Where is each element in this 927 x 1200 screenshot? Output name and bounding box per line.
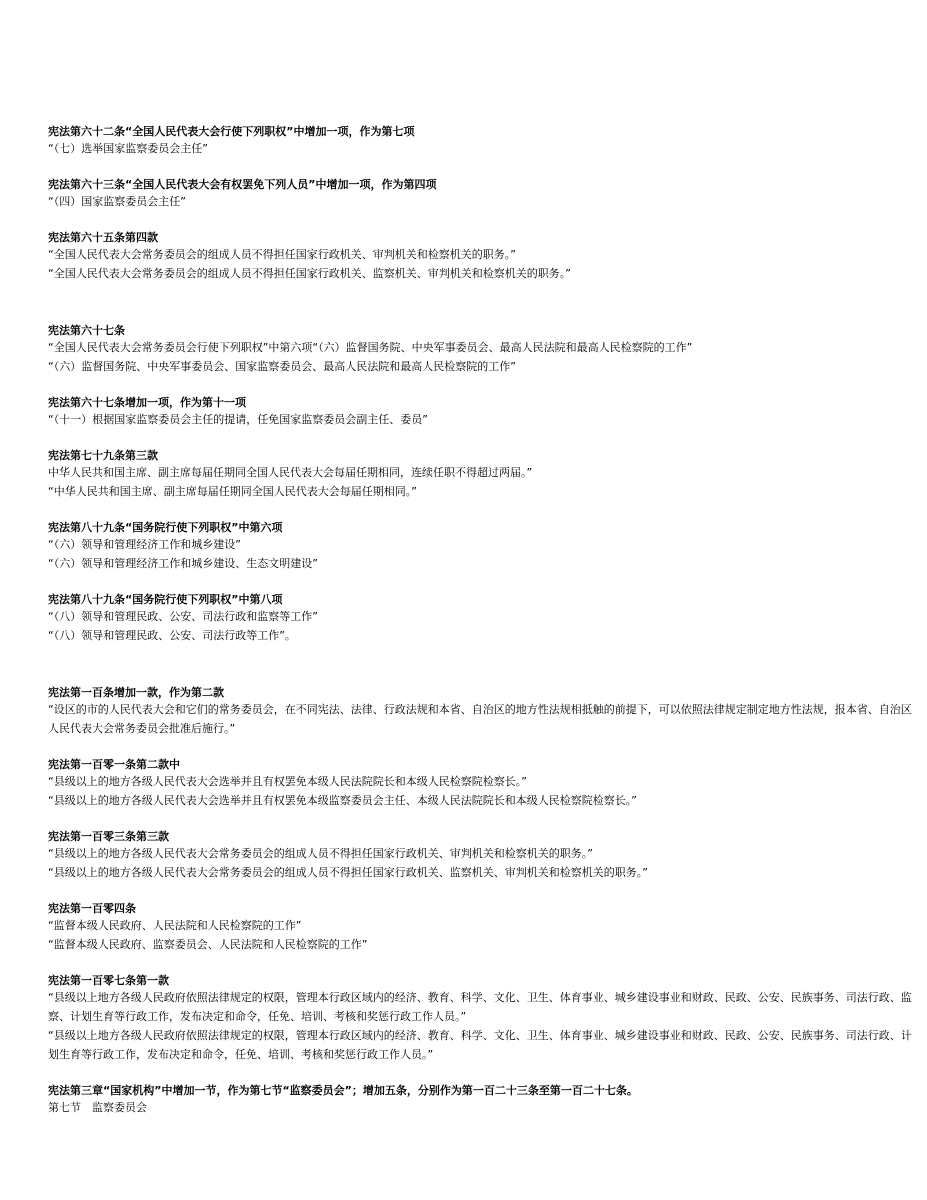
section-line: “监督本级人民政府、人民法院和人民检察院的工作” [48,919,302,932]
section-line: “全国人民代表大会常务委员会的组成人员不得担任国家行政机关、监察机关、审判机关和检察机关的职务。” [48,267,571,280]
amendment-section [48,177,920,211]
section-line: 第七节 监察委员会 [48,1101,147,1114]
section-heading: 宪法第七十九条第三款 [48,449,158,462]
amendment-section [48,323,920,376]
amendment-section [48,757,920,810]
section-line: “设区的市的人民代表大会和它们的常务委员会，在不同宪法、法律、行政法规和本省、自治区的地方性法规相抵触的前提下，可以依照法律规定制定地方性法规，报本省、自治区人民代表大会常务委员会批准后施行。” [48,703,912,735]
amendment-section [48,973,920,1064]
section-line: “（八）领导和管理民政、公安、司法行政和监察等工作” [48,610,318,623]
section-line: “县级以上的地方各级人民代表大会选举并且有权罢免本级监察委员会主任、本级人民法院院长和本级人民检察院检察长。” [48,794,637,807]
amendment-section [48,829,920,882]
amendment-section [48,592,920,645]
section-line: “（六）领导和管理经济工作和城乡建设” [48,538,241,551]
amendment-section [48,124,920,158]
section-line: “（七）选举国家监察委员会主任” [48,142,208,155]
section-line: “县级以上地方各级人民政府依照法律规定的权限，管理本行政区域内的经济、教育、科学、文化、卫生、体育事业、城乡建设事业和财政、民政、公安、民族事务、司法行政、计划生育等行政工作，发布决定和命令，任免、培训、考核和奖惩行政工作人员。” [48,1029,912,1061]
section-line: “（八）领导和管理民政、公安、司法行政等工作”。 [48,629,296,642]
section-line: “（六）领导和管理经济工作和城乡建设、生态文明建设” [48,557,318,570]
section-line: “（四）国家监察委员会主任” [48,195,186,208]
document-body [48,124,920,1136]
section-line: “监督本级人民政府、监察委员会、人民法院和人民检察院的工作” [48,938,368,951]
section-line: “全国人民代表大会常务委员会行使下列职权”中第六项“（六）监督国务院、中央军事委员会、最高人民法院和最高人民检察院的工作” [48,341,693,354]
amendment-section [48,395,920,429]
section-line: “（六）监督国务院、中央军事委员会、国家监察委员会、最高人民法院和最高人民检察院的工作” [48,360,516,373]
section-heading: 宪法第一百零一条第二款中 [48,758,180,771]
section-heading: 宪法第八十九条“国务院行使下列职权”中第六项 [48,521,283,534]
section-heading: 宪法第一百零七条第一款 [48,974,169,987]
section-line: “中华人民共和国主席、副主席每届任期同全国人民代表大会每届任期相同。” [48,485,417,498]
section-line: “县级以上地方各级人民政府依照法律规定的权限，管理本行政区域内的经济、教育、科学、文化、卫生、体育事业、城乡建设事业和财政、民政、公安、民族事务、司法行政、监察、计划生育等行政工作，发布决定和命令，任免、培训、考核和奖惩行政工作人员。” [48,991,912,1023]
section-heading: 宪法第六十三条“全国人民代表大会有权罢免下列人员”中增加一项，作为第四项 [48,178,437,191]
amendment-section [48,230,920,283]
amendment-section [48,520,920,573]
section-line: 中华人民共和国主席、副主席每届任期同全国人民代表大会每届任期相同，连续任职不得超过两届。” [48,466,533,479]
section-heading: 宪法第八十九条“国务院行使下列职权”中第八项 [48,593,283,606]
section-heading: 宪法第六十二条“全国人民代表大会行使下列职权”中增加一项，作为第七项 [48,125,415,138]
section-heading: 宪法第一百零三条第三款 [48,830,169,843]
section-line: “县级以上的地方各级人民代表大会选举并且有权罢免本级人民法院院长和本级人民检察院检察长。” [48,775,527,788]
section-line: “全国人民代表大会常务委员会的组成人员不得担任国家行政机关、审判机关和检察机关的职务。” [48,248,516,261]
section-heading: 宪法第六十五条第四款 [48,231,158,244]
amendment-section [48,685,920,738]
section-line: “县级以上的地方各级人民代表大会常务委员会的组成人员不得担任国家行政机关、监察机关、审判机关和检察机关的职务。” [48,866,648,879]
section-heading: 宪法第一百零四条 [48,902,136,915]
amendment-section [48,901,920,954]
section-heading: 宪法第一百条增加一款，作为第二款 [48,686,224,699]
section-line: “（十一）根据国家监察委员会主任的提请，任免国家监察委员会副主任、委员” [48,413,428,426]
section-heading: 宪法第三章“国家机构”中增加一节，作为第七节“监察委员会”；增加五条，分别作为第一百二十三条至第一百二十七条。 [48,1084,638,1097]
section-heading: 宪法第六十七条 [48,324,125,337]
section-line: “县级以上的地方各级人民代表大会常务委员会的组成人员不得担任国家行政机关、审判机关和检察机关的职务。” [48,847,593,860]
section-heading: 宪法第六十七条增加一项，作为第十一项 [48,396,246,409]
amendment-section [48,448,920,501]
amendment-section [48,1083,920,1117]
